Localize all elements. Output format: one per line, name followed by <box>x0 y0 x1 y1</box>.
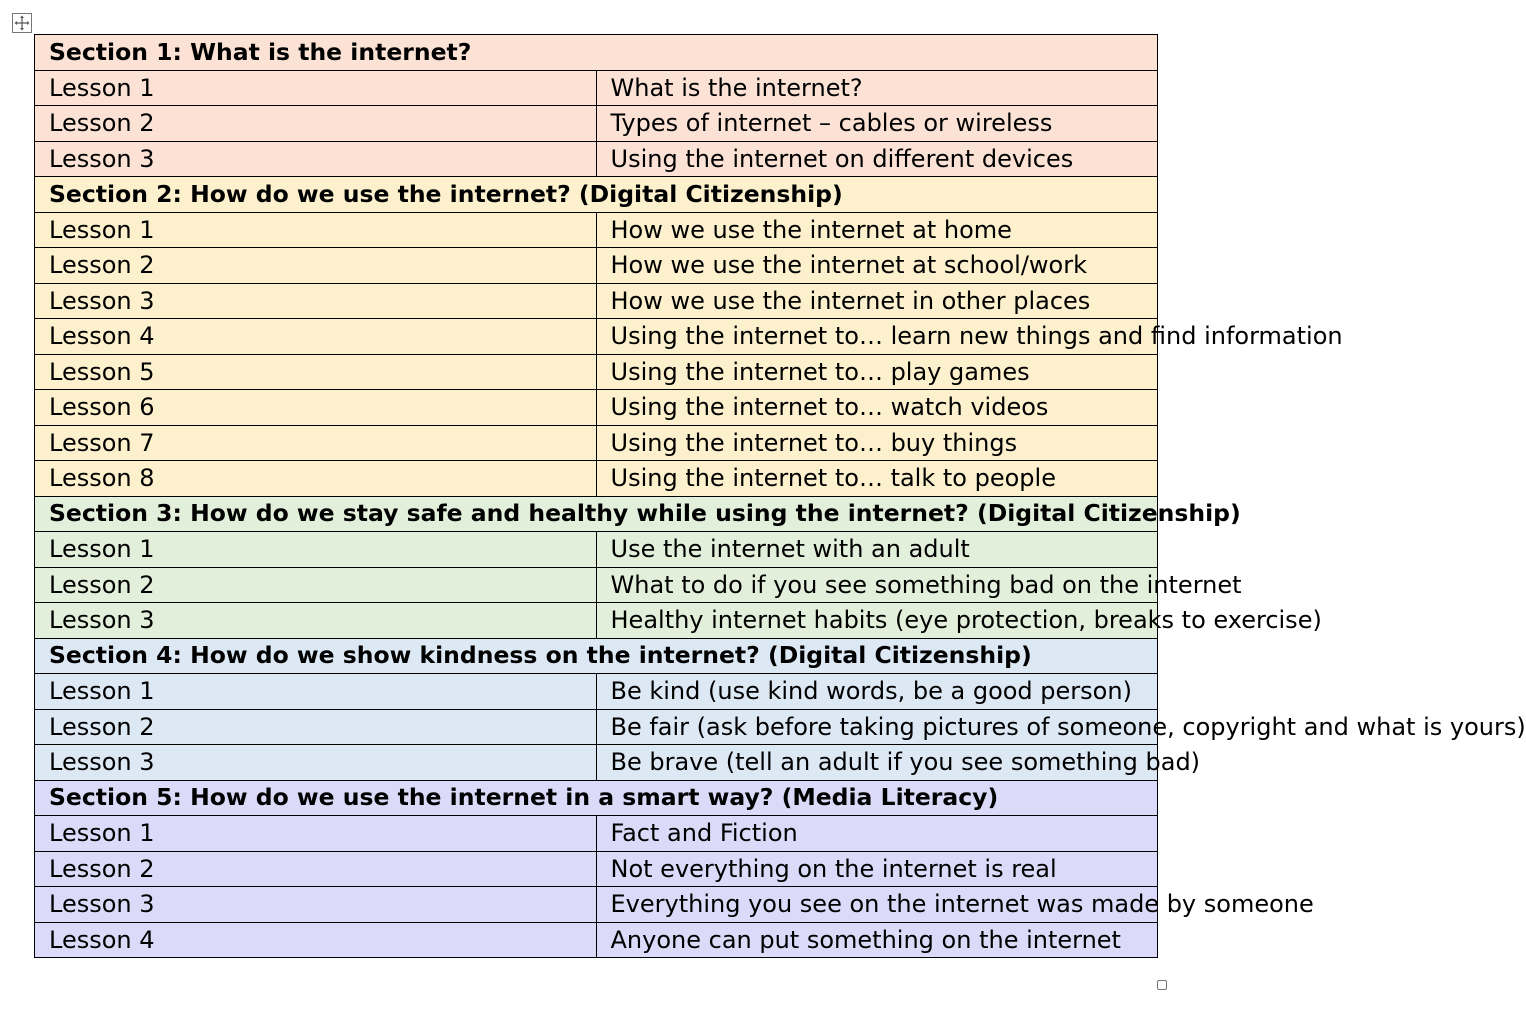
lesson-title-cell[interactable]: Using the internet to… play games <box>596 354 1158 390</box>
move-arrows-icon <box>13 14 31 32</box>
lesson-number-cell[interactable]: Lesson 5 <box>35 354 597 390</box>
lesson-number-cell[interactable]: Lesson 4 <box>35 922 597 958</box>
lesson-title-cell[interactable]: What is the internet? <box>596 70 1158 106</box>
lesson-title-cell[interactable]: How we use the internet at school/work <box>596 248 1158 284</box>
lesson-row <box>35 390 1158 426</box>
section-title[interactable]: Section 2: How do we use the internet? (Digital Citizenship) <box>35 177 1158 213</box>
lesson-title-cell[interactable]: Be fair (ask before taking pictures of someone, copyright and what is yours) <box>596 709 1158 745</box>
lesson-number-cell[interactable]: Lesson 2 <box>35 248 597 284</box>
lesson-number-cell[interactable]: Lesson 3 <box>35 745 597 781</box>
lesson-row <box>35 745 1158 781</box>
lesson-title-cell[interactable]: Using the internet on different devices <box>596 141 1158 177</box>
lesson-title-cell[interactable]: How we use the internet in other places <box>596 283 1158 319</box>
section-header-row <box>35 177 1158 213</box>
curriculum-table-body <box>35 35 1526 958</box>
lesson-title-cell[interactable]: Fact and Fiction <box>596 816 1158 852</box>
lesson-number-cell[interactable]: Lesson 1 <box>35 212 597 248</box>
lesson-row <box>35 141 1158 177</box>
lesson-row <box>35 532 1158 568</box>
lesson-row <box>35 603 1158 639</box>
lesson-number-cell[interactable]: Lesson 7 <box>35 425 597 461</box>
lesson-title-cell[interactable]: How we use the internet at home <box>596 212 1158 248</box>
lesson-row <box>35 212 1158 248</box>
lesson-row <box>35 354 1158 390</box>
lesson-number-cell[interactable]: Lesson 2 <box>35 106 597 142</box>
lesson-number-cell[interactable]: Lesson 2 <box>35 567 597 603</box>
lesson-number-cell[interactable]: Lesson 3 <box>35 141 597 177</box>
lesson-number-cell[interactable]: Lesson 2 <box>35 709 597 745</box>
section-header-row <box>35 638 1158 674</box>
section-title[interactable]: Section 5: How do we use the internet in a smart way? (Media Literacy) <box>35 780 1158 816</box>
lesson-number-cell[interactable]: Lesson 2 <box>35 851 597 887</box>
lesson-number-cell[interactable]: Lesson 1 <box>35 532 597 568</box>
lesson-row <box>35 851 1158 887</box>
section-header-row <box>35 780 1158 816</box>
lesson-row <box>35 922 1158 958</box>
lesson-row <box>35 461 1158 497</box>
lesson-title-cell[interactable]: Using the internet to… watch videos <box>596 390 1158 426</box>
lesson-title-cell[interactable]: Be kind (use kind words, be a good person) <box>596 674 1158 710</box>
lesson-number-cell[interactable]: Lesson 3 <box>35 603 597 639</box>
lesson-title-cell[interactable]: Anyone can put something on the internet <box>596 922 1158 958</box>
lesson-title-cell[interactable]: Using the internet to… buy things <box>596 425 1158 461</box>
section-header-row <box>35 496 1158 532</box>
lesson-number-cell[interactable]: Lesson 8 <box>35 461 597 497</box>
table-move-handle[interactable] <box>12 13 32 33</box>
section-title[interactable]: Section 3: How do we stay safe and healthy while using the internet? (Digital Citizenship) <box>35 496 1158 532</box>
lesson-row <box>35 70 1158 106</box>
lesson-row <box>35 709 1158 745</box>
lesson-number-cell[interactable]: Lesson 4 <box>35 319 597 355</box>
lesson-number-cell[interactable]: Lesson 3 <box>35 283 597 319</box>
lesson-row <box>35 106 1158 142</box>
lesson-number-cell[interactable]: Lesson 1 <box>35 816 597 852</box>
lesson-title-cell[interactable]: Healthy internet habits (eye protection, breaks to exercise) <box>596 603 1158 639</box>
lesson-title-cell[interactable]: Use the internet with an adult <box>596 532 1158 568</box>
lesson-number-cell[interactable]: Lesson 6 <box>35 390 597 426</box>
lesson-title-cell[interactable]: Not everything on the internet is real <box>596 851 1158 887</box>
lesson-row <box>35 674 1158 710</box>
lesson-title-cell[interactable]: Be brave (tell an adult if you see something bad) <box>596 745 1158 781</box>
section-header-row <box>35 35 1158 71</box>
table-resize-handle[interactable] <box>1157 980 1167 990</box>
lesson-row <box>35 319 1158 355</box>
lesson-row <box>35 887 1158 923</box>
lesson-number-cell[interactable]: Lesson 3 <box>35 887 597 923</box>
lesson-row <box>35 816 1158 852</box>
lesson-row <box>35 425 1158 461</box>
section-title[interactable]: Section 1: What is the internet? <box>35 35 1158 71</box>
section-title[interactable]: Section 4: How do we show kindness on the internet? (Digital Citizenship) <box>35 638 1158 674</box>
lesson-title-cell[interactable]: Using the internet to… talk to people <box>596 461 1158 497</box>
lesson-title-cell[interactable]: What to do if you see something bad on the internet <box>596 567 1158 603</box>
lesson-title-cell[interactable]: Everything you see on the internet was made by someone <box>596 887 1158 923</box>
curriculum-table <box>34 34 1526 958</box>
lesson-number-cell[interactable]: Lesson 1 <box>35 674 597 710</box>
lesson-number-cell[interactable]: Lesson 1 <box>35 70 597 106</box>
lesson-row <box>35 248 1158 284</box>
lesson-row <box>35 567 1158 603</box>
lesson-row <box>35 283 1158 319</box>
lesson-title-cell[interactable]: Types of internet – cables or wireless <box>596 106 1158 142</box>
lesson-title-cell[interactable]: Using the internet to… learn new things and find information <box>596 319 1158 355</box>
